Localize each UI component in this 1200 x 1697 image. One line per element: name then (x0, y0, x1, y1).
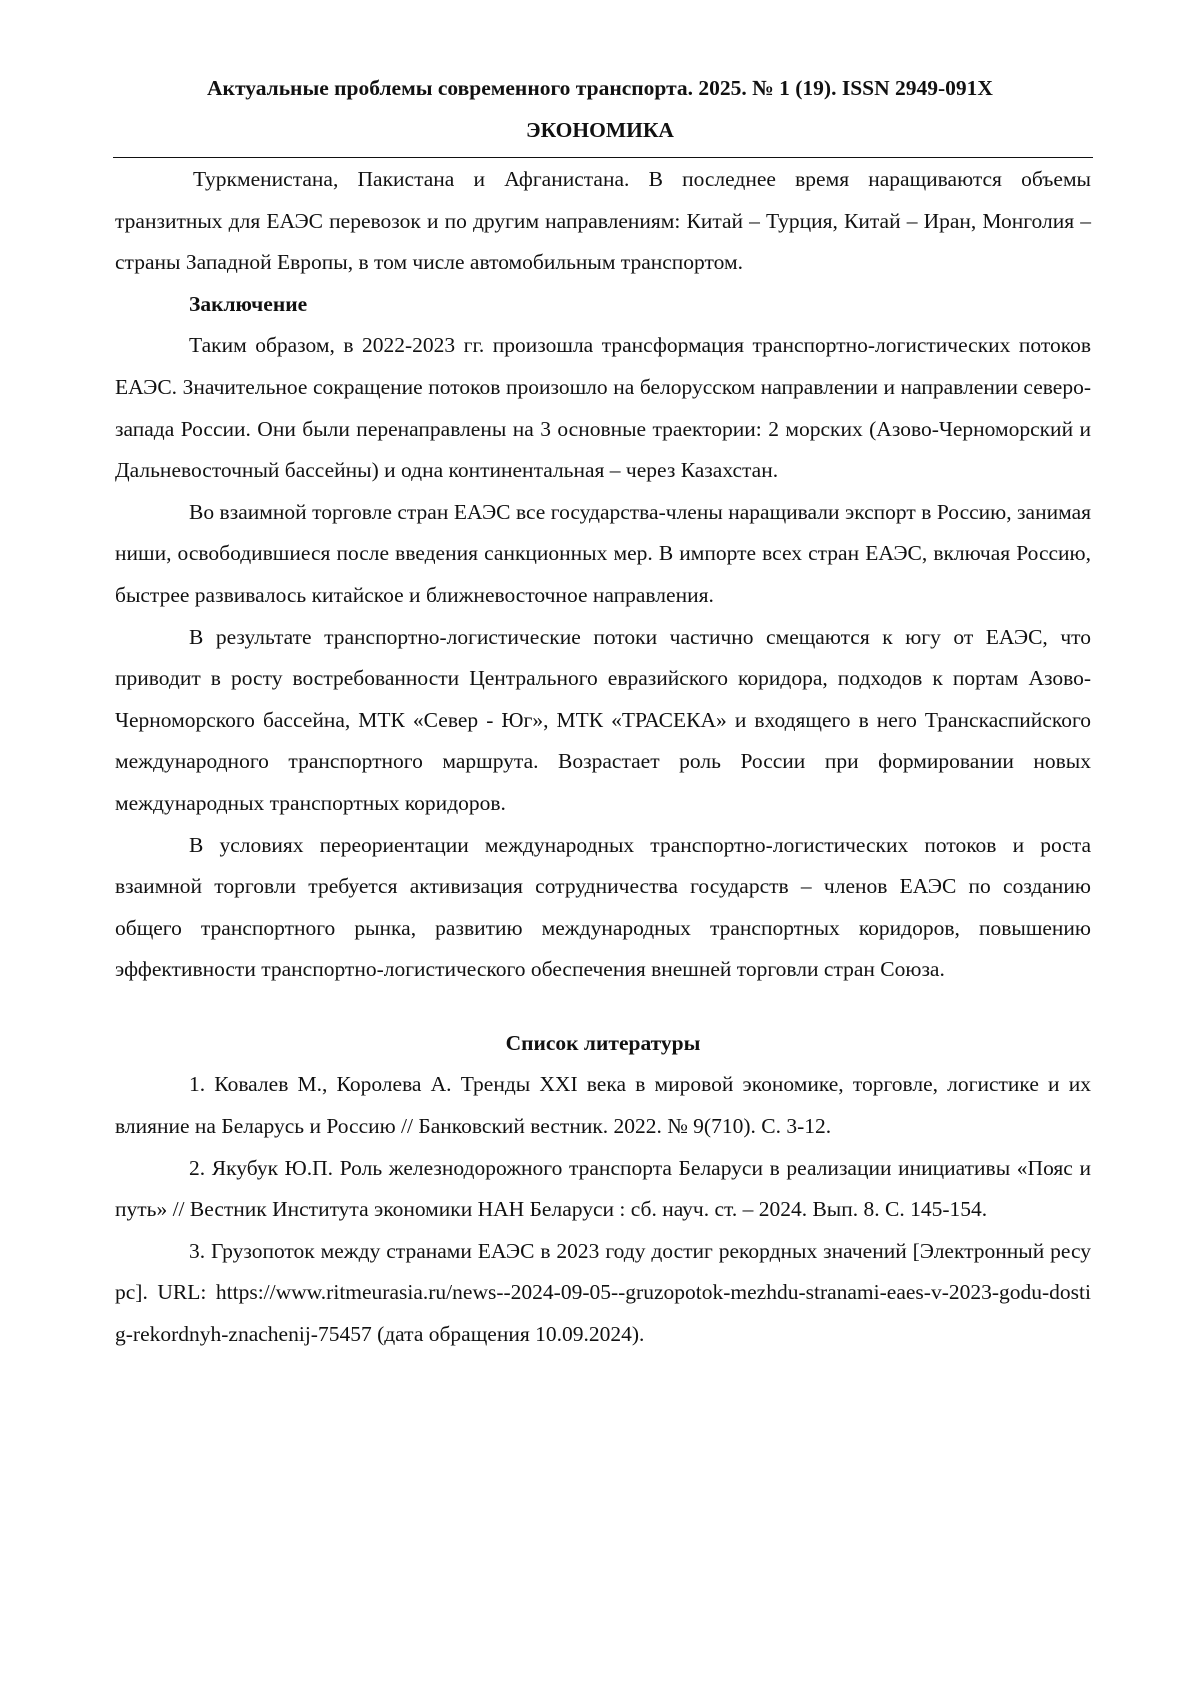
reference-item: 3. Грузопоток между странами ЕАЭС в 2023 году достиг рекордных значений [Электронный ресурс]. URL: https://www.ritmeurasia.ru/news--2024-09-05--gruzopotok-mezhdu-stranami-eaes-v-2023-godu-dostig-rekordnyh-znachenij-75457 (дата обращения 10.09.2024). (115, 1238, 1091, 1347)
references-heading: Список литературы (505, 1030, 701, 1055)
journal-header: Актуальные проблемы современного транспорта. 2025. № 1 (19). ISSN 2949-091X (207, 76, 993, 100)
body-paragraph: В результате транспортно-логистические потоки частично смещаются к югу от ЕАЭС, что приводит в росту востребованности Центрального евразийского коридора, подходов к портам Азово-Черноморского бассейна, МТК «Север - Юг», МТК «ТРАСЕКА» и входящего в него Транскаспийского международного транспортного маршрута. Возрастает роль России при формировании новых международных транспортных коридоров. (115, 624, 1091, 815)
body-paragraph: В условиях переориентации международных транспортно-логистических потоков и роста взаимной торговли требуется активизация сотрудничества государств – членов ЕАЭС по созданию общего транспортного рынка, развитию международных транспортных коридоров, повышению эффективности транспортно-логистического обеспечения внешней торговли стран Союза. (115, 832, 1091, 982)
article-body (115, 159, 1091, 1356)
reference-item: 1. Ковалев М., Королева А. Тренды XXI века в мировой экономике, торговле, логистике и их влияние на Беларусь и Россию // Банковский вестник. 2022. № 9(710). С. 3-12. (115, 1072, 1091, 1139)
header-divider (113, 157, 1093, 158)
section-title: ЭКОНОМИКА (526, 118, 674, 142)
conclusion-heading: Заключение (189, 291, 308, 316)
body-paragraph: Таким образом, в 2022-2023 гг. произошла трансформация транспортно-логистических потоков ЕАЭС. Значительное сокращение потоков произошло на белорусском направлении и направлении северо-запада России. Они были перенаправлены на 3 основные траектории: 2 морских (Азово-Черноморский и Дальневосточный бассейны) и одна континентальная – через Казахстан. (115, 333, 1091, 483)
continuation-paragraph: Туркменистана, Пакистана и Афганистана. В последнее время наращиваются объемы транзитных для ЕАЭС перевозок и по другим направлениям: Китай – Турция, Китай – Иран, Монголия – страны Западной Европы, в том числе автомобильным транспортом. (115, 167, 1091, 275)
reference-item: 2. Якубук Ю.П. Роль железнодорожного транспорта Беларуси в реализации инициативы «Пояс и путь» // Вестник Института экономики НАН Беларуси : сб. науч. ст. – 2024. Вып. 8. С. 145-154. (115, 1155, 1091, 1222)
body-paragraph: Во взаимной торговле стран ЕАЭС все государства-члены наращивали экспорт в Россию, занимая ниши, освободившиеся после введения санкционных мер. В импорте всех стран ЕАЭС, включая Россию, быстрее развивалось китайское и ближневосточное направления. (115, 499, 1091, 607)
